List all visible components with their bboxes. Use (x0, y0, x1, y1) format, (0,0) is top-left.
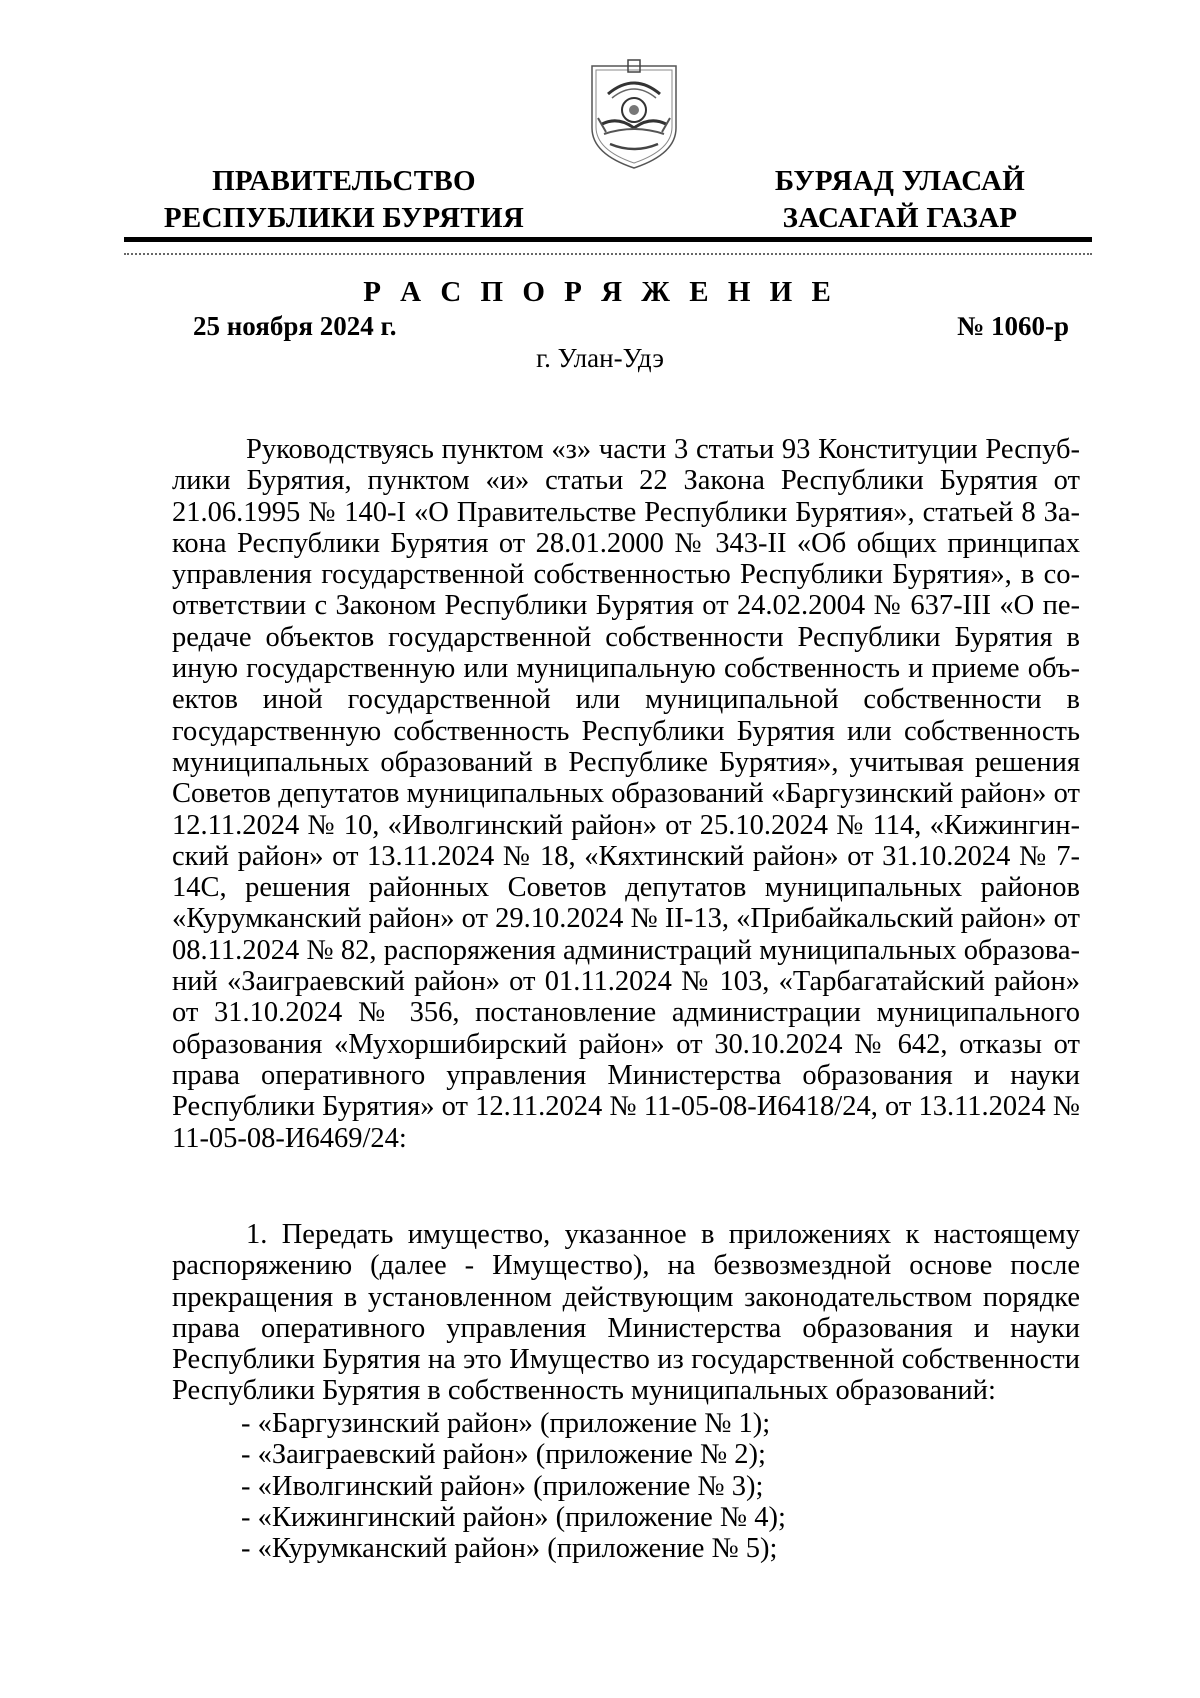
list-item: - «Заиграевский район» (приложение № 2); (241, 1439, 766, 1471)
preamble-section (172, 434, 1080, 1154)
organization-name-russian (154, 163, 534, 237)
document-city: г. Улан-Удэ (536, 343, 664, 373)
org-line: РЕСПУБЛИКИ БУРЯТИЯ (163, 202, 525, 234)
recipients-list (241, 1408, 786, 1564)
list-item: - «Кижингинский район» (приложение № 4); (241, 1501, 786, 1533)
organization-name-buryat (760, 163, 1040, 237)
document-number: № 1060-р (957, 311, 1069, 341)
coat-of-arms-icon (588, 58, 680, 172)
header-divider-thick (124, 237, 1092, 242)
clause-1-section (172, 1219, 1080, 1407)
header-divider-thin (124, 253, 1092, 255)
list-item: - «Курумканский район» (приложение № 5); (241, 1533, 778, 1565)
document-date: 25 ноября 2024 г. (193, 311, 397, 341)
list-item: - «Иволгинский район» (приложение № 3); (241, 1470, 764, 1502)
preamble-paragraph: Руководствуясь пунктом «з» части 3 статьи 93 Конституции Республики Бурятия, пунктом «и» статьи 22 Закона Республики Бурятия от 21.06.1995 № 140-I «О Правительстве Республики Бурятия», статьей 8 Закона Республики Бурятия от 28.01.2000 № 343-II «Об общих принципах управления государственной собственностью Республики Бурятия», в соответствии с Законом Республики Бурятия от 24.02.2004 № 637-III «О передаче объектов государственной собственности Республики Бурятия в иную государственную или муниципальную собственность и приеме объектов иной государственной или муниципальной собственности в государственную собственность Республики Бурятия или собственность муниципальных образований в Республике Бурятия», учитывая решения Советов депутатов муниципальных образований «Баргузинский район» от 12.11.2024 № 10, «Иволгинский район» от 25.10.2024 № 114, «Кижингинский район» от 13.11.2024 № 18, «Кяхтинский район» от 31.10.2024 № 7-14С, решения районных Советов депутатов муниципальных районов «Курумканский район» от 29.10.2024 № II-13, «Прибайкальский район» от 08.11.2024 № 82, распоряжения администраций муниципальных образований «Заиграевский район» от 01.11.2024 № 103, «Тарбагатайский район» от 31.10.2024 № 356, постановление администрации муниципального образования «Мухоршибирский район» от 30.10.2024 № 642, отказы от права оперативного управления Министерства образования и науки Республики Бурятия» от 12.11.2024 № 11-05-08-И6418/24, от 13.11.2024 № 11-05-08-И6469/24: (172, 434, 1080, 1154)
document-type-title: Р А С П О Р Я Ж Е Н И Е (363, 276, 837, 308)
org-line: ЗАСАГАЙ ГАЗАР (782, 202, 1018, 234)
clause-1-paragraph: 1. Передать имущество, указанное в приложениях к настоящему распоряжению (далее - Имущество), на безвозмездной основе после прекращения в установленном действующим законодательством порядке права оперативного управления Министерства образования и науки Республики Бурятия на это Имущество из государственной собственности Республики Бурятия в собственность муниципальных образований: (172, 1219, 1080, 1407)
list-item: - «Баргузинский район» (приложение № 1); (241, 1408, 771, 1439)
org-line: ПРАВИТЕЛЬСТВО (212, 165, 476, 197)
org-line: БУРЯАД УЛАСАЙ (774, 165, 1026, 197)
